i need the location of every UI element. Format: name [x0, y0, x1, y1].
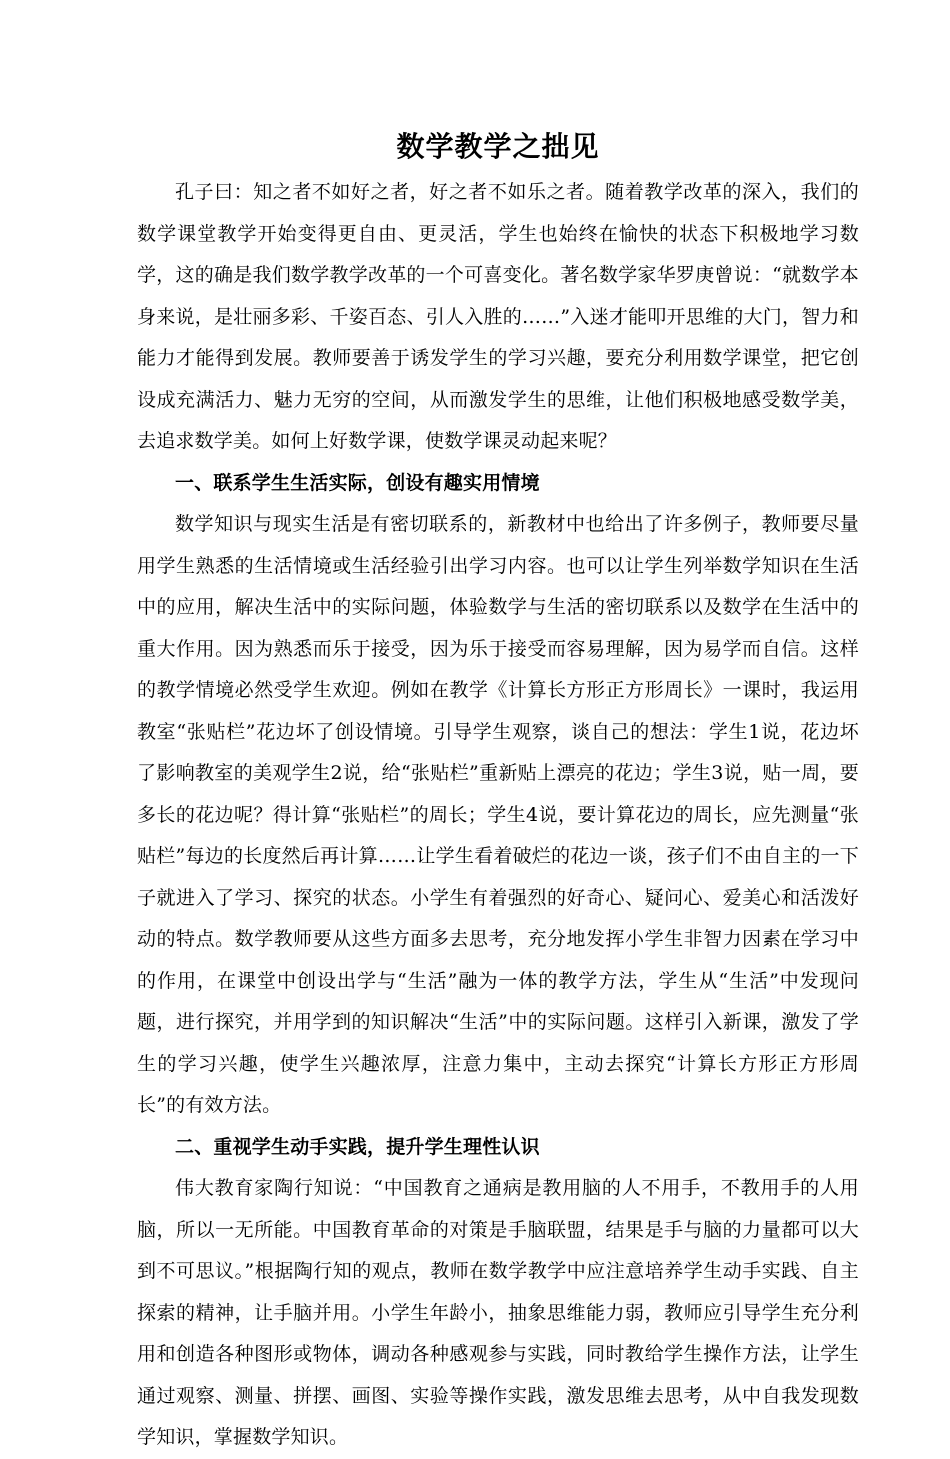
section-heading-1: 一、联系学生生活实际，创设有趣实用情境: [175, 471, 540, 494]
section-2-paragraph: 伟大教育家陶行知说：“中国教育之通病是教用脑的人不用手，不教用手的人用脑，所以一无所能。中国教育革命的对策是手脑联盟，结果是手与脑的力量都可以大到不可思议。”根据陶行知的观点，教师在数学教学中应注意培养学生动手实践、自主探索的精神，让手脑并用。小学生年龄小，抽象思维能力弱，教师应引导学生充分利用和创造各种图形或物体，调动各种感观参与实践，同时教给学生操作方法，让学生通过观察、测量、拼摆、画图、实验等操作实践，激发思维去思考，从中自我发现数学知识，掌握数学知识。: [137, 1177, 859, 1448]
page-title: 数学教学之拙见: [396, 130, 600, 163]
section-1-paragraph: 数学知识与现实生活是有密切联系的，新教材中也给出了许多例子，教师要尽量用学生熟悉的生活情境或生活经验引出学习内容。也可以让学生列举数学知识在生活中的应用，解决生活中的实际问题，体验数学与生活的密切联系以及数学在生活中的重大作用。因为熟悉而乐于接受，因为乐于接受而容易理解，因为易学而自信。这样的教学情境必然受学生欢迎。例如在教学《计算长方形正方形周长》一课时，我运用教室“张贴栏”花边坏了创设情境。引导学生观察，谈自己的想法：学生1说，花边坏了影响教室的美观学生2说，给“张贴栏”重新贴上漂亮的花边；学生3说，贴一周，要多长的花边呢？得计算“张贴栏”的周长；学生4说，要计算花边的周长，应先测量“张贴栏”每边的长度然后再计算……让学生看着破烂的花边一谈，孩子们不由自主的一下子就进入了学习、探究的状态。小学生有着强烈的好奇心、疑问心、爱美心和活泼好动的特点。数学教师要从这些方面多去思考，充分地发挥小学生非智力因素在学习中的作用，在课堂中创设出学与“生活”融为一体的教学方法，学生从“生活”中发现问题，进行探究，并用学到的知识解决“生活”中的实际问题。这样引入新课，激发了学生的学习兴趣，使学生兴趣浓厚，注意力集中，主动去探究“计算长方形正方形周长”的有效方法。: [137, 513, 859, 1116]
section-heading-2: 二、重视学生动手实践，提升学生理性认识: [175, 1135, 540, 1158]
document-body: [137, 124, 859, 1459]
intro-paragraph: 孔子曰：知之者不如好之者，好之者不如乐之者。随着教学改革的深入，我们的数学课堂教学开始变得更自由、更灵活，学生也始终在愉快的状态下积极地学习数学，这的确是我们数学教学改革的一个可喜变化。著名数学家华罗庚曾说：“就数学本身来说，是壮丽多彩、千姿百态、引人入胜的……”入迷才能叩开思维的大门，智力和能力才能得到发展。教师要善于诱发学生的学习兴趣，要充分利用数学课堂，把它创设成充满活力、魅力无穷的空间，从而激发学生的思维，让他们积极地感受数学美，去追求数学美。如何上好数学课，使数学课灵动起来呢？: [137, 181, 859, 452]
